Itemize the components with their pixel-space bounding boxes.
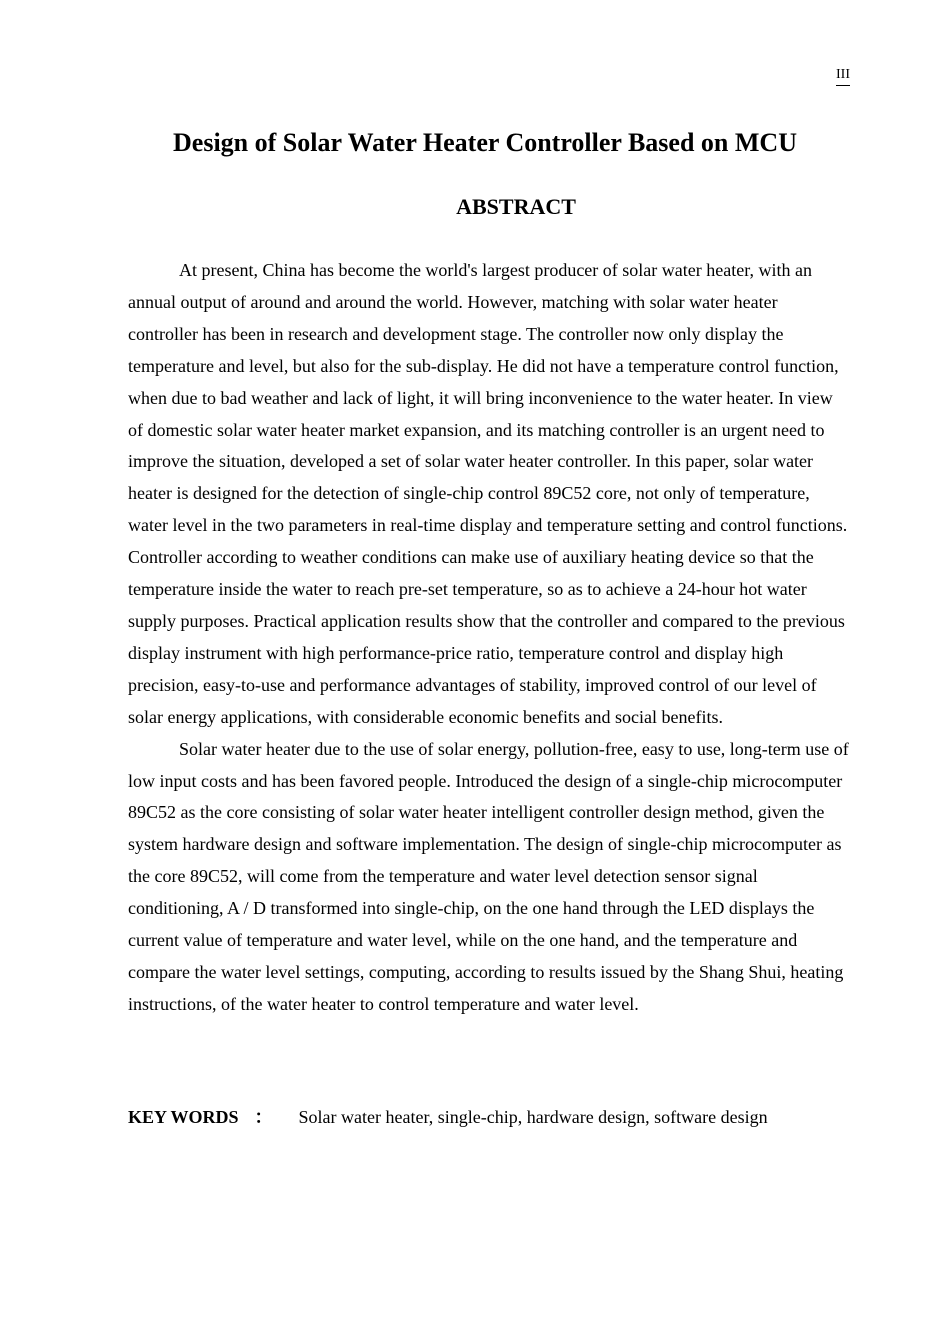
- document-title: Design of Solar Water Heater Controller Based on MCU: [173, 128, 797, 157]
- abstract-paragraph-1: At present, China has become the world's largest producer of solar water heater, with an annual output of around and around the world. However, matching with solar water heater controller has been in research and development stage. The controller now only display the temperature and level, but also for the sub-display. He did not have a temperature control function, when due to bad weather and lack of light, it will bring inconvenience to the water heater. In view of domestic solar water heater market expansion, and its matching controller is an urgent need to improve the situation, developed a set of solar water heater controller. In this paper, solar water heater is designed for the detection of single-chip control 89C52 core, not only of temperature, water level in the two parameters in real-time display and temperature setting and control functions. Controller according to weather conditions can make use of auxiliary heating device so that the temperature inside the water to reach pre-set temperature, so as to achieve a 24-hour hot water supply purposes. Practical application results show that the controller and compared to the previous display instrument with high performance-price ratio, temperature control and display high precision, easy-to-use and performance advantages of stability, improved control of our level of solar energy applications, with considerable economic benefits and social benefits.: [128, 260, 848, 727]
- keywords-text: Solar water heater, single-chip, hardware design, software design: [298, 1107, 768, 1127]
- page-number: III: [836, 66, 850, 86]
- keywords-label: KEY WORDS: [128, 1107, 239, 1127]
- abstract-body: [128, 255, 850, 1021]
- keywords-separator: ：: [254, 1107, 273, 1127]
- abstract-heading: ABSTRACT: [456, 194, 576, 219]
- keywords-line: [128, 1102, 868, 1132]
- abstract-paragraph-2: Solar water heater due to the use of solar energy, pollution-free, easy to use, long-term use of low input costs and has been favored people. Introduced the design of a single-chip microcomputer 89C52 as the core consisting of solar water heater intelligent controller design method, given the system hardware design and software implementation. The design of single-chip microcomputer as the core 89C52, will come from the temperature and water level detection sensor signal conditioning, A / D transformed into single-chip, on the one hand through the LED displays the current value of temperature and water level, while on the one hand, and the temperature and compare the water level settings, computing, according to results issued by the Shang Shui, heating instructions, of the water heater to control temperature and water level.: [128, 738, 849, 1014]
